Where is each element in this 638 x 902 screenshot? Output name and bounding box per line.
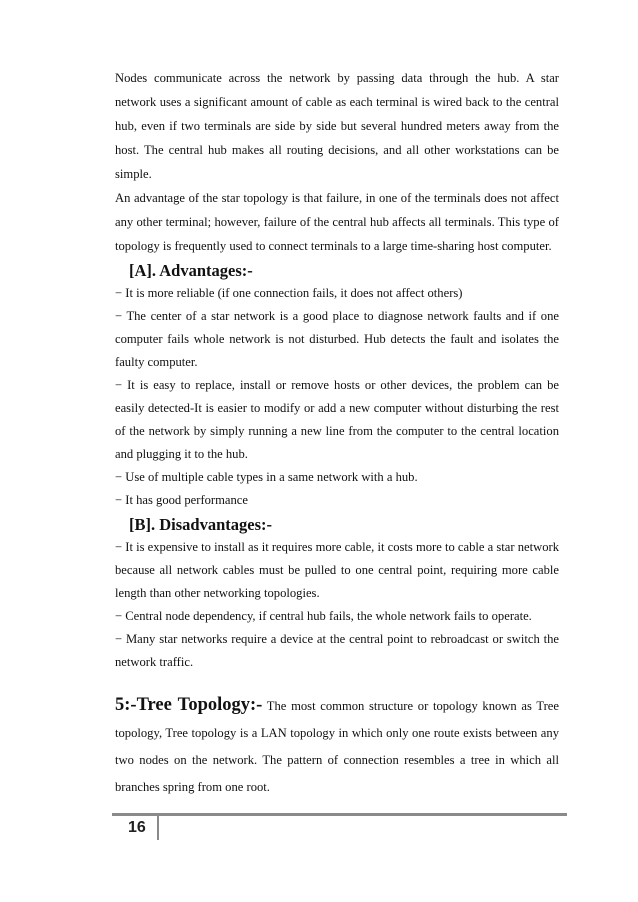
- advantage-item: − The center of a star network is a good place to diagnose network faults and if one computer fails whole network is not disturbed. Hub detects the fault and isolates the faulty computer.: [115, 309, 559, 369]
- advantages-heading: [A]. Advantages:-: [129, 261, 253, 280]
- disadvantage-item: − Many star networks require a device at the central point to rebroadcast or switch the network traffic.: [115, 632, 559, 669]
- advantage-item: − It is easy to replace, install or remove hosts or other devices, the problem can be easily detected-It is easier to modify or add a new computer without disturbing the rest of the network by simply running a new line from the computer to the central location and plugging it to the hub.: [115, 378, 559, 461]
- advantage-item: − It has good performance: [115, 493, 248, 507]
- intro-paragraph-2: An advantage of the star topology is that failure, in one of the terminals does not affect any other terminal; however, failure of the central hub affects all terminals. This type of topology is frequently used to connect terminals to a large time-sharing host computer.: [115, 191, 559, 253]
- footer-rule: [112, 813, 567, 816]
- page-number: 16: [128, 819, 146, 836]
- page-number-divider: [157, 816, 159, 840]
- tree-topology-title: 5:-Tree Topology:-: [115, 695, 263, 715]
- advantage-item: − Use of multiple cable types in a same network with a hub.: [115, 470, 418, 484]
- disadvantages-heading: [B]. Disadvantages:-: [129, 515, 272, 534]
- page-content: [115, 66, 559, 814]
- disadvantage-item: − Central node dependency, if central hub fails, the whole network fails to operate.: [115, 609, 532, 623]
- tree-topology-section: [115, 692, 559, 801]
- advantage-item: − It is more reliable (if one connection fails, it does not affect others): [115, 286, 463, 300]
- intro-paragraph-1: Nodes communicate across the network by passing data through the hub. A star network uses a significant amount of cable as each terminal is wired back to the central hub, even if two terminals are side by side but several hundred meters away from the host. The central hub makes all routing decisions, and all other workstations can be simple.: [115, 71, 559, 181]
- tree-topology-text: The most common structure or topology known as Tree topology, Tree topology is a LAN topology in which only one route exists between any two nodes on the network. The pattern of connection resembles a tree in which all branches spring from one root.: [115, 699, 559, 794]
- disadvantage-item: − It is expensive to install as it requires more cable, it costs more to cable a star network because all network cables must be pulled to one central point, requiring more cable length than other networking topologies.: [115, 540, 559, 600]
